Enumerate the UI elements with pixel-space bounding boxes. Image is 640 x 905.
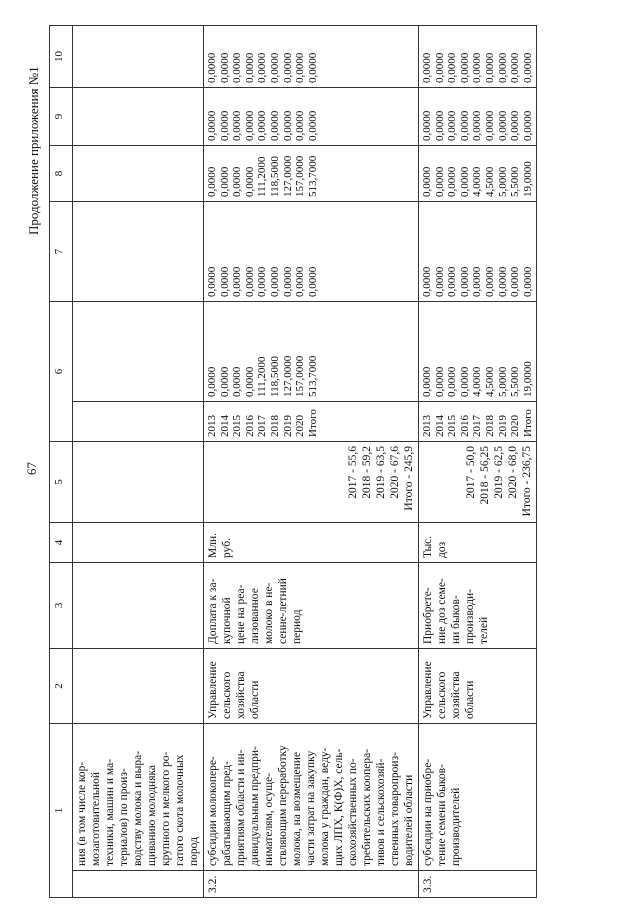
unit: Тыс. доз [419, 523, 537, 563]
years: 2013 2014 2015 2016 2017 2018 2019 2020 Итого [204, 402, 419, 442]
column-header-2: 2 [50, 649, 73, 724]
measure-description: субсидии на приобре- тение семени быков- производителей [419, 724, 537, 871]
col-8-values [73, 146, 204, 202]
col-10-values [73, 26, 204, 88]
column-header-7: 7 [50, 202, 73, 302]
col-9-values: 0,0000 0,0000 0,0000 0,0000 0,0000 0,0000 0,0000 0,0000 0,0000 [419, 88, 537, 146]
plan-values: 2017 - 50,0 2018 - 56,25 2019 - 62,5 2020 - 68,0 Итого - 236,75 [419, 442, 537, 523]
row-number: 3.2. [204, 871, 419, 898]
column-header-5: 5 [50, 442, 73, 523]
col-7-values [73, 202, 204, 302]
col-8-values: 0,0000 0,0000 0,0000 0,0000 4,0000 4,5000 5,0000 5,5000 19,0000 [419, 146, 537, 202]
col-7-values: 0,0000 0,0000 0,0000 0,0000 0,0000 0,0000 0,0000 0,0000 0,0000 [204, 202, 419, 302]
measure-indicator [73, 563, 204, 649]
executor: Управление сельского хозяйства области [419, 649, 537, 724]
column-header-6: 6 [50, 302, 73, 442]
table-row [419, 26, 537, 898]
table-row [73, 26, 204, 898]
column-header-4: 4 [50, 523, 73, 563]
col-10-values: 0,0000 0,0000 0,0000 0,0000 0,0000 0,0000 0,0000 0,0000 0,0000 [204, 26, 419, 88]
col-9-values [73, 88, 204, 146]
column-header-1: 1 [50, 724, 73, 898]
col-6-values [73, 302, 204, 402]
column-header-10: 10 [50, 26, 73, 88]
executor [73, 649, 204, 724]
row-number [73, 871, 204, 898]
col-7-values: 0,0000 0,0000 0,0000 0,0000 0,0000 0,0000 0,0000 0,0000 0,0000 [419, 202, 537, 302]
column-header-8: 8 [50, 146, 73, 202]
appendix-continuation-label: Продолжение приложения №1 [26, 66, 41, 235]
table-row [204, 26, 419, 898]
column-header-3: 3 [50, 563, 73, 649]
measure-indicator: Приобрете- ние доз семе- ни быков- производи- телей [419, 563, 537, 649]
years [73, 402, 204, 442]
unit: Млн. руб. [204, 523, 419, 563]
column-header-9: 9 [50, 88, 73, 146]
col-6-values: 0,0000 0,0000 0,0000 0,0000 111,2000 118,5000 127,0000 157,0000 513,7000 [204, 302, 419, 402]
measure-description: субсидии молокопере- рабатывающим пред- приятиям области и ин- дивидуальным предпри- нимателям, осуще- ствляющим переработку молока, на возмещение части затрат на закупку молока у граждан, веду- щих ЛПХ, К(Ф)Х, сель- скохозяйственных по- требительских коопера- тивов и сельскохозяй- ственных товаропроиз- водителей области [204, 724, 419, 871]
years: 2013 2014 2015 2016 2017 2018 2019 2020 Итого [419, 402, 537, 442]
plan-values: 2017 - 55,6 2018 - 59,2 2019 - 63,5 2020 - 67,6 Итого - 245,9 [204, 442, 419, 523]
col-6-values: 0,0000 0,0000 0,0000 0,0000 4,0000 4,5000 5,0000 5,5000 19,0000 [419, 302, 537, 402]
measure-description: ния (в том числе кор- мозаготовительной техники, машин и ма- териалов) по произ- водству молока и выра- щиванию молодняка крупного и мелкого ро- гатого скота молочных пород [73, 724, 204, 871]
unit [73, 523, 204, 563]
program-measures-table [49, 25, 537, 898]
executor: Управление сельского хозяйства области [204, 649, 419, 724]
col-9-values: 0,0000 0,0000 0,0000 0,0000 0,0000 0,0000 0,0000 0,0000 0,0000 [204, 88, 419, 146]
page-number: 67 [24, 462, 39, 475]
measure-indicator: Доплата к за- купочной цене на реа- лизованное молоко в не- сенне-летний период [204, 563, 419, 649]
column-number-header-row [50, 26, 73, 898]
col-8-values: 0,0000 0,0000 0,0000 0,0000 111,2000 118,5000 127,0000 157,0000 513,7000 [204, 146, 419, 202]
col-10-values: 0,0000 0,0000 0,0000 0,0000 0,0000 0,0000 0,0000 0,0000 0,0000 [419, 26, 537, 88]
row-number: 3.3. [419, 871, 537, 898]
plan-values [73, 442, 204, 523]
